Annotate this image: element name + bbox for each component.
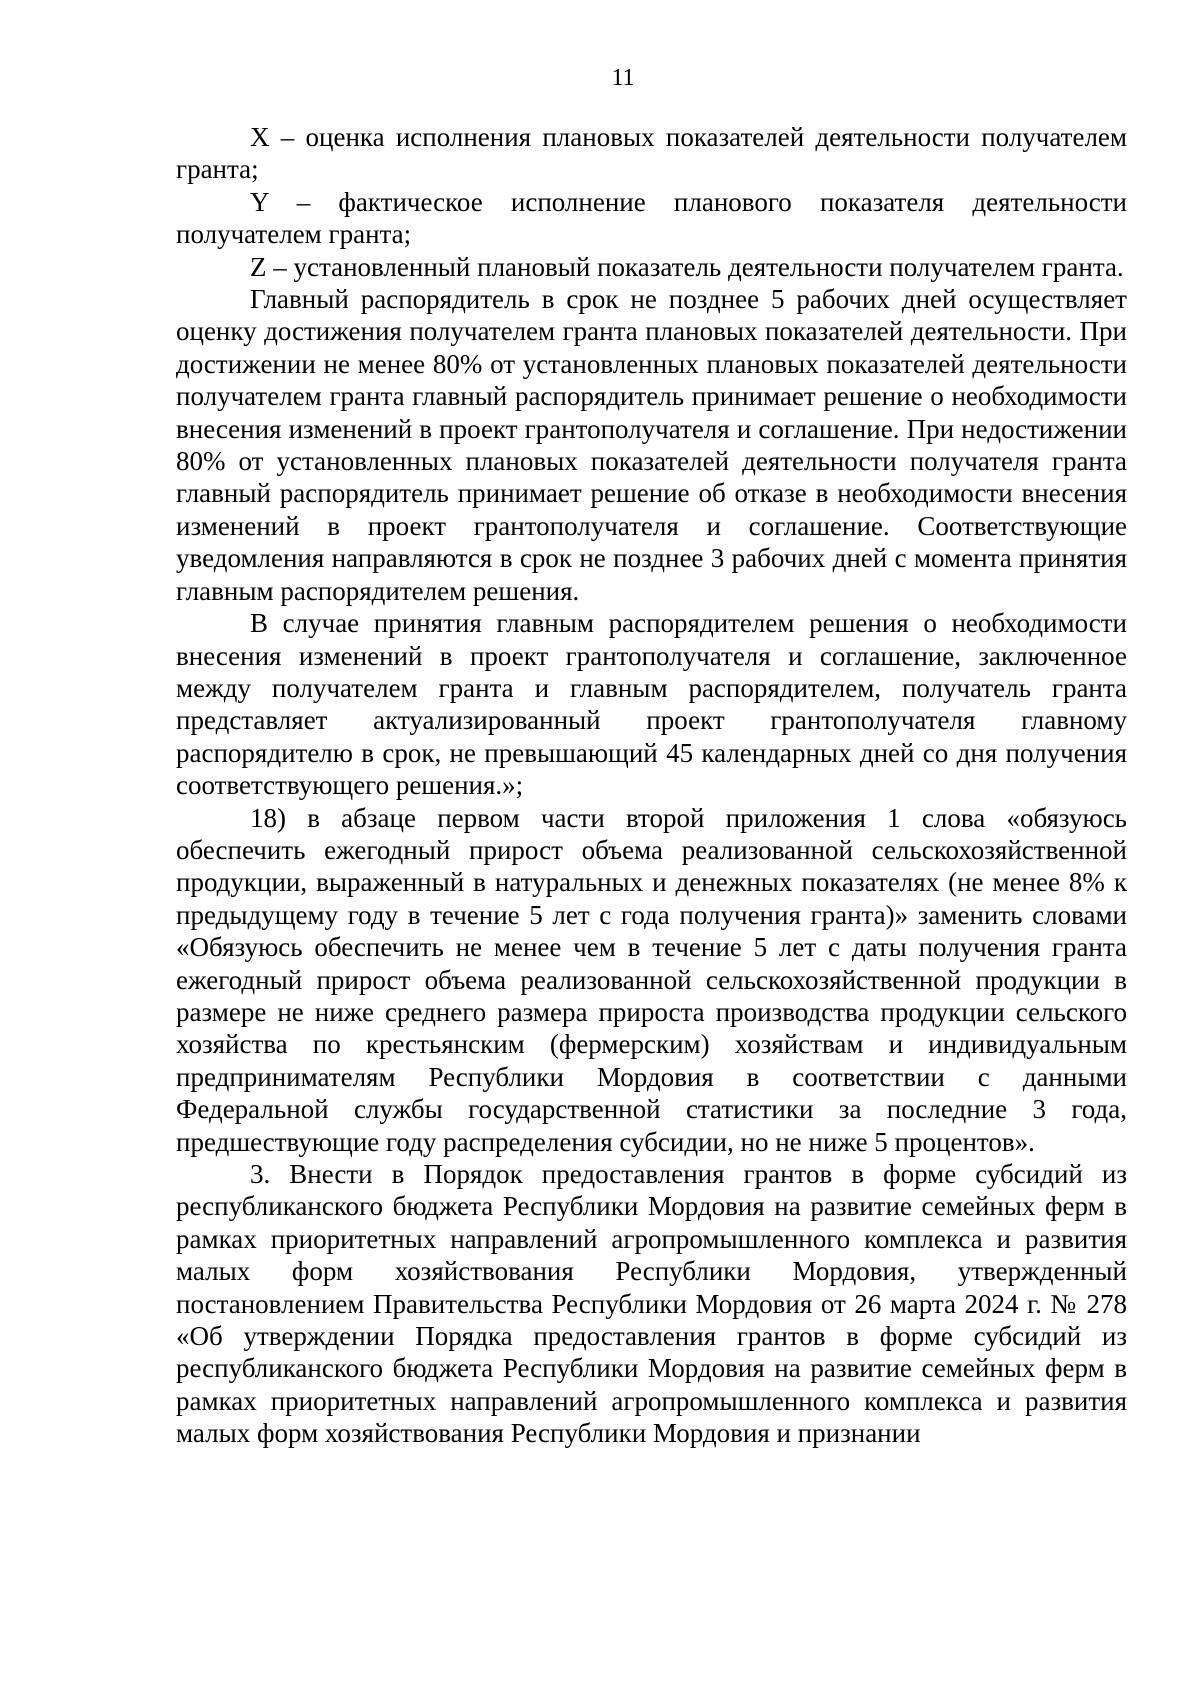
paragraph-project-update: В случае принятия главным распорядителем решения о необходимости внесения изменений в проект грантополучателя и соглашение, заключенное между получателем гранта и главным распорядителем, получатель гранта представляет актуализированный проект грантополучателя главному распорядителю в срок, не превышающий 45 календарных дней со дня получения соответствующего решения.»; bbox=[176, 608, 1127, 801]
document-body bbox=[176, 121, 1127, 1450]
paragraph-evaluation: Главный распорядитель в срок не позднее 5 рабочих дней осуществляет оценку достижения получателем гранта плановых показателей деятельности. При достижении не менее 80% от установленных плановых показателей деятельности получателем гранта главный распорядитель принимает решение о необходимости внесения изменений в проект грантополучателя и соглашение. При недостижении 80% от установленных плановых показателей деятельности получателя гранта главный распорядитель принимает решение об отказе в необходимости внесения изменений в проект грантополучателя и соглашение. Соответствующие уведомления направляются в срок не позднее 3 рабочих дней с момента принятия главным распорядителем решения. bbox=[176, 284, 1127, 606]
paragraph-item-18: 18) в абзаце первом части второй приложения 1 слова «обязуюсь обеспечить ежегодный прирост объема реализованной сельскохозяйственной продукции, выраженный в натуральных и денежных показателях (не менее 8% к предыдущему году в течение 5 лет с года получения гранта)» заменить словами «Обязуюсь обеспечить не менее чем в течение 5 лет с даты получения гранта ежегодный прирост объема реализованной сельскохозяйственной продукции в размере не ниже среднего размера прироста производства продукции сельского хозяйства по крестьянским (фермерским) хозяйствам и индивидуальным предпринимателям Республики Мордовия в соответствии с данными Федеральной службы государственной статистики за последние 3 года, предшествующие году распределения субсидии, но не ниже 5 процентов». bbox=[176, 802, 1127, 1157]
paragraph-item-3: 3. Внести в Порядок предоставления грантов в форме субсидий из республиканского бюджета Республики Мордовия на развитие семейных ферм в рамках приоритетных направлений агропромышленного комплекса и развития малых форм хозяйствования Республики Мордовия, утвержденный постановлением Правительства Республики Мордовия от 26 марта 2024 г. № 278 «Об утверждении Порядка предоставления грантов в форме субсидий из республиканского бюджета Республики Мордовия на развитие семейных ферм в рамках приоритетных направлений агропромышленного комплекса и развития малых форм хозяйствования Республики Мордовия и признании bbox=[176, 1159, 1127, 1449]
definition-x: X – оценка исполнения плановых показателей деятельности получателем гранта; bbox=[176, 122, 1127, 185]
definition-z: Z – установленный плановый показатель деятельности получателем гранта. bbox=[250, 251, 1124, 282]
definition-y: Y – фактическое исполнение планового показателя деятельности получателем гранта; bbox=[176, 186, 1127, 250]
page-number: 11 bbox=[611, 65, 635, 91]
